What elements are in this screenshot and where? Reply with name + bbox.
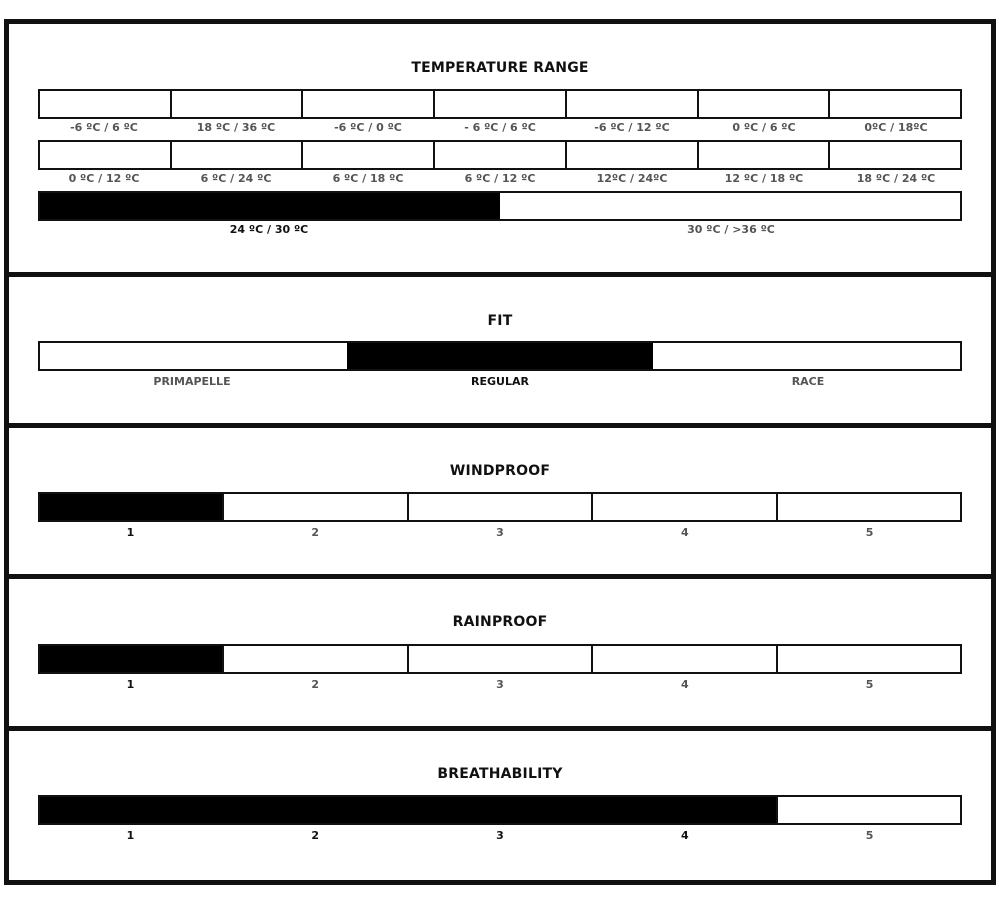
- temperature-label: 6 ºC / 24 ºC: [200, 172, 272, 185]
- rating-level-label: 4: [680, 678, 689, 691]
- section-divider: [4, 272, 996, 277]
- rainproof-rating-labels: [38, 678, 962, 691]
- fit-bar: [38, 341, 962, 371]
- temperature-cell: [301, 142, 433, 168]
- rating-cell: [40, 494, 222, 520]
- temperature-label: 6 ºC / 12 ºC: [464, 172, 536, 185]
- breathability-title: BREATHABILITY: [437, 766, 563, 782]
- windproof-rating-bar: [38, 492, 962, 522]
- temperature-cell: [40, 91, 170, 117]
- rating-cell: [222, 494, 406, 520]
- temperature-range-title: TEMPERATURE RANGE: [411, 60, 589, 76]
- rating-level-label: 1: [126, 526, 135, 539]
- rating-level-label: 5: [865, 526, 874, 539]
- temperature-row-1-bar: [38, 89, 962, 119]
- section-divider: [4, 574, 996, 579]
- rainproof-rating-bar: [38, 644, 962, 674]
- fit-segment-regular: [347, 343, 654, 369]
- temperature-row-1-labels: [38, 121, 962, 134]
- section-divider: [4, 423, 996, 428]
- temperature-label: -6 ºC / 6 ºC: [70, 121, 138, 134]
- rating-level-label: 5: [865, 829, 874, 842]
- rating-level-label: 4: [680, 526, 689, 539]
- rating-level-label: 3: [496, 678, 504, 691]
- fit-segment-race: [653, 343, 960, 369]
- temperature-label: 18 ºC / 36 ºC: [196, 121, 276, 134]
- temperature-row-2-labels: [38, 172, 962, 185]
- windproof-rating-labels: [38, 526, 962, 539]
- temperature-cell: [828, 142, 960, 168]
- breathability-rating-bar: [38, 795, 962, 825]
- temperature-label: 12 ºC / 18 ºC: [724, 172, 804, 185]
- temperature-row3-label: 24 ºC / 30 ºC: [229, 223, 309, 236]
- temperature-label: 0ºC / 18ºC: [864, 121, 928, 134]
- fit-title: FIT: [487, 313, 513, 329]
- temperature-cell: [565, 142, 697, 168]
- rating-cell: [591, 797, 775, 823]
- temperature-cell: [40, 142, 170, 168]
- rating-level-label: 5: [865, 678, 874, 691]
- windproof-title: WINDPROOF: [449, 463, 551, 479]
- fit-label: REGULAR: [471, 375, 529, 388]
- temperature-cell: [433, 91, 565, 117]
- fit-label: PRIMAPELLE: [153, 375, 231, 388]
- temperature-label: 18 ºC / 24 ºC: [856, 172, 936, 185]
- temperature-cell: [433, 142, 565, 168]
- fit-label: RACE: [791, 375, 825, 388]
- temperature-row-3-labels: [38, 223, 962, 236]
- fit-segment-primapelle: [40, 343, 347, 369]
- temperature-row3-segment: [40, 193, 500, 219]
- fit-labels: [38, 375, 962, 388]
- rating-level-label: 2: [311, 526, 320, 539]
- temperature-cell: [565, 91, 697, 117]
- rating-level-label: 1: [126, 678, 135, 691]
- rating-cell: [776, 494, 960, 520]
- temperature-label: 0 ºC / 6 ºC: [732, 121, 796, 134]
- rating-cell: [776, 797, 960, 823]
- rating-cell: [222, 646, 406, 672]
- temperature-label: 0 ºC / 12 ºC: [68, 172, 140, 185]
- temperature-label: -6 ºC / 0 ºC: [334, 121, 402, 134]
- rating-cell: [591, 494, 775, 520]
- rainproof-title: RAINPROOF: [452, 614, 548, 630]
- rating-level-label: 1: [126, 829, 135, 842]
- rating-cell: [407, 494, 591, 520]
- rating-cell: [776, 646, 960, 672]
- temperature-label: - 6 ºC / 6 ºC: [464, 121, 536, 134]
- breathability-rating-labels: [38, 829, 962, 842]
- rating-level-label: 3: [496, 526, 504, 539]
- temperature-cell: [301, 91, 433, 117]
- rating-cell: [407, 797, 591, 823]
- rating-level-label: 2: [311, 678, 320, 691]
- temperature-cell: [828, 91, 960, 117]
- temperature-label: 12ºC / 24ºC: [596, 172, 668, 185]
- rating-cell: [40, 797, 222, 823]
- rating-level-label: 2: [311, 829, 320, 842]
- rating-level-label: 3: [496, 829, 504, 842]
- rating-cell: [40, 646, 222, 672]
- temperature-label: 6 ºC / 18 ºC: [332, 172, 404, 185]
- temperature-cell: [697, 91, 829, 117]
- temperature-cell: [697, 142, 829, 168]
- section-divider: [4, 726, 996, 731]
- rating-cell: [591, 646, 775, 672]
- rating-cell: [222, 797, 406, 823]
- temperature-cell: [170, 91, 302, 117]
- temperature-row-2-bar: [38, 140, 962, 170]
- temperature-cell: [170, 142, 302, 168]
- rating-cell: [407, 646, 591, 672]
- rating-level-label: 4: [680, 829, 689, 842]
- temperature-row-3-bar: [38, 191, 962, 221]
- temperature-label: -6 ºC / 12 ºC: [594, 121, 670, 134]
- temperature-row3-label: 30 ºC / >36 ºC: [687, 223, 775, 236]
- temperature-row3-segment: [500, 193, 960, 219]
